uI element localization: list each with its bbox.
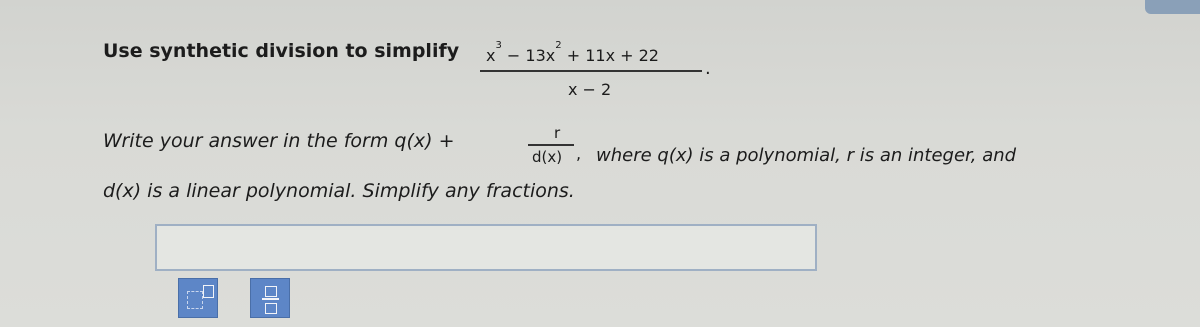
expression-numerator: $x^3 - 13x^2 + 11x + 22$ [486,40,659,65]
superscript-button[interactable] [178,278,218,318]
form-numerator: r [554,124,561,142]
fraction-bar [480,70,702,72]
answer-input[interactable] [155,224,817,271]
expression-denominator: x − 2 [568,80,612,99]
expression-fraction [480,36,710,106]
form-fraction-bar [528,144,574,146]
form-denominator: d(x) [532,148,563,166]
question-prompt: Use synthetic division to simplify [103,40,460,62]
instruction-line1: Write your answer in the form q(x) + [103,130,455,152]
corner-banner [1145,0,1200,14]
fraction-button[interactable] [250,278,290,318]
instruction-line2: d(x) is a linear polynomial. Simplify any fractions. [103,180,575,202]
form-fraction [524,124,594,184]
expression-period: . [705,58,711,79]
form-comma: , [576,144,582,163]
instruction-line1-cont: where q(x) is a polynomial, r is an integer, and [596,145,1017,166]
